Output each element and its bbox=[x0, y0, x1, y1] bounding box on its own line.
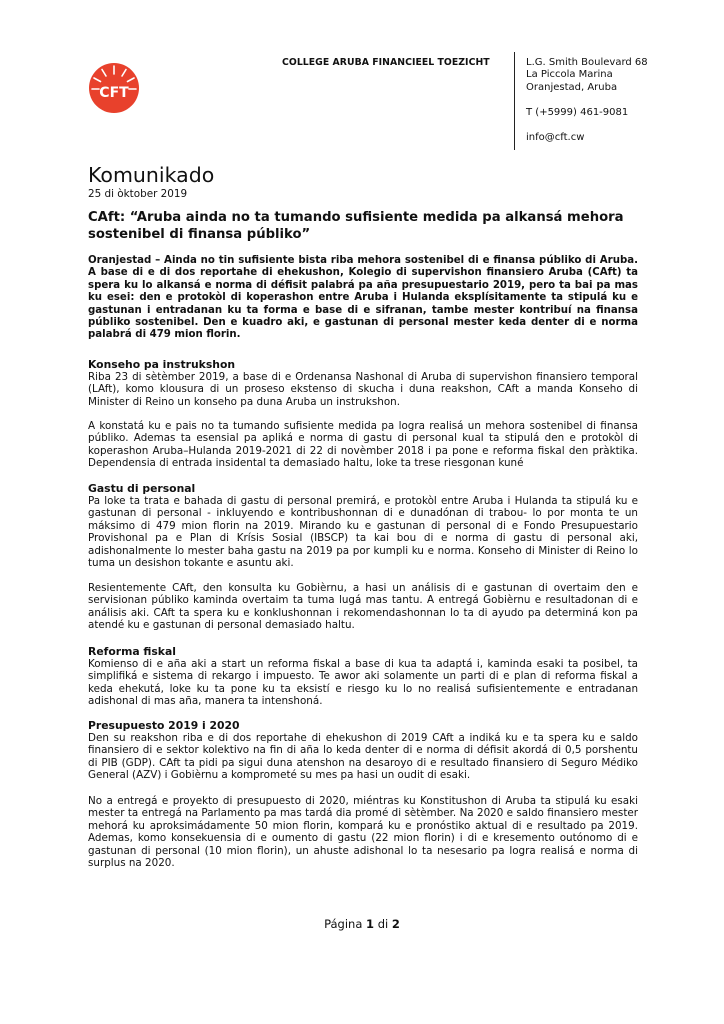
body-paragraph: Riba 23 di sètèmber 2019, a base di e Ordenansa Nashonal di Aruba di supervishon finansiero temporal (LAft), komo klousura di un proseso ekstenso di skucha i duna reakshon, CAft a manda Konseho di Minister di Reino un konseho pa duna Aruba un instrukshon. bbox=[88, 371, 638, 408]
page-footer bbox=[0, 917, 724, 931]
page-current: 1 bbox=[366, 917, 375, 931]
address-block bbox=[526, 57, 648, 145]
cft-logo bbox=[88, 62, 140, 114]
body-paragraph: Resientemente CAft, den konsulta ku Gobièrnu, a hasi un análisis di e gastunan di overtaim den e servisionan públiko kaminda overtaim ta tuma lugá mas tantu. A entregá Gobièrnu e resultadonan di e análisis aki. CAft ta spera ku e konklushonnan i rekomendashonnan lo ta di ayudo pa determiná kon pa atendé ku e gastunan di personal demasiado haltu. bbox=[88, 582, 638, 632]
phone-number: T (+5999) 461-9081 bbox=[526, 107, 629, 119]
document-date: 25 di òktober 2019 bbox=[88, 188, 188, 200]
page-of: di bbox=[377, 917, 389, 931]
svg-text:CFT: CFT bbox=[99, 85, 129, 101]
body-paragraph: Komienso di e aña aki a start un reforma fiskal a base di kua ta adaptá i, kaminda esaki ta posibel, ta simplifiká e sistema di rekargo i impuesto. Te awor aki solamente un parti di e plan di reforma fiskal a keda ehekutá, loke ku ta pone ku ta eksistí e riesgo ku lo no realisá sufisientemente e entradanan adishonal di mas aña, manera ta intenshoná. bbox=[88, 658, 638, 708]
section-heading: Presupuesto 2019 i 2020 bbox=[88, 719, 240, 732]
headline: CAft: “Aruba ainda no ta tumando sufisiente medida pa alkansá mehora sostenibel di finansa públiko” bbox=[88, 210, 624, 242]
organization-name: COLLEGE ARUBA FINANCIEEL TOEZICHT bbox=[282, 57, 490, 68]
page-word: Página bbox=[324, 917, 363, 931]
email-address: info@cft.cw bbox=[526, 132, 585, 144]
body-paragraph: Den su reakshon riba e di dos reportahe di ehekushon di 2019 CAft a indiká ku e ta spera ku e saldo finansiero di e sektor kolektivo na fin di aña lo keda denter di e norma di défisit akordá di 0,5 porshentu di PIB (GDP). CAft ta pidi pa sigui duna atenshon na desaroyo di e resultado finansiero di Seguro Médiko General (AZV) i Gobièrnu a komprometé su mes pa hasi un oudit di esaki. bbox=[88, 732, 638, 782]
body-paragraph: No a entregá e proyekto di presupuesto di 2020, miéntras ku Konstitushon di Aruba ta stipulá ku esaki mester ta entregá na Parlamento pa mas tardá dia promé di sètèmber. Na 2020 e saldo finansiero mester mehorá ku aproksimádamente 50 mion florin, kompará ku e pronóstiko aktual di e resultado pa 2019. Ademas, komo konsekuensia di e oumento di gastu (22 mion florin) i di e kresemento outónomo di e gastunan di personal (10 mion florin), un ahuste adishonal lo ta nesesario pa logra realisá e norma di surplus na 2020. bbox=[88, 795, 638, 870]
body-paragraph: A konstatá ku e pais no ta tumando sufisiente medida pa logra realisá un mehora sostenibel di finansa públiko. Ademas ta esensial pa apliká e norma di gastu di personal kual ta stipulá den e protokòl di koperashon Aruba–Hulanda 2019-2021 di 22 di novèmber 2018 i pa pone e reforma fiskal den pràktika. Dependensia di entrada insidental ta demasiado haltu, loke ta trese riesgonan kuné bbox=[88, 420, 638, 470]
document-title: Komunikado bbox=[88, 163, 215, 187]
cft-logo-icon bbox=[88, 62, 140, 114]
section-heading: Gastu di personal bbox=[88, 482, 196, 495]
section-heading: Reforma fiskal bbox=[88, 645, 176, 658]
header-divider bbox=[514, 52, 515, 150]
body-paragraph: Pa loke ta trata e bahada di gastu di personal premirá, e protokòl entre Aruba i Hulanda ta stipulá ku e gastunan di personal - inkluyendo e kontribushonnan di e dunadónan di trabou- lo por monta te un máksimo di 479 mion florin na 2019. Mirando ku e gastunan di personal di e Fondo Presupuestario Provishonal pa e Plan di Krísis Sosial (IBSCP) ta kai bou di e norma di gastu di personal aki, adishonalmente lo mester baha gastu na 2019 pa por kumpli ku e norma. Konseho di Minister di Reino lo tuma un desishon tokante e asuntu aki. bbox=[88, 495, 638, 570]
lead-paragraph: Oranjestad – Ainda no tin sufisiente bista riba mehora sostenibel di e finansa públiko di Aruba. A base di e di dos reportahe di ehekushon, Kolegio di supervishon finansiero Aruba (CAft) ta spera ku lo alkansá e norma di défisit palabrá pa aña presupuestario 2019, pero ta bai pa mas ku esei: den e protokòl di koperashon entre Aruba i Hulanda eksplísitamente ta stipulá ku e gastunan i entradanan ku ta forma e base di e sifranan, tambe mester kontribuí na finansa públiko sostenibel. Den e kuadro aki, e gastunan di personal mester keda denter di e norma palabrá di 479 mion florin. bbox=[88, 255, 638, 341]
address-line: Oranjestad, Aruba bbox=[526, 81, 618, 93]
address-line: La Piccola Marina bbox=[526, 69, 613, 81]
page-total: 2 bbox=[391, 917, 400, 931]
address-line: L.G. Smith Boulevard 68 bbox=[526, 57, 648, 68]
section-heading: Konseho pa instrukshon bbox=[88, 358, 236, 371]
